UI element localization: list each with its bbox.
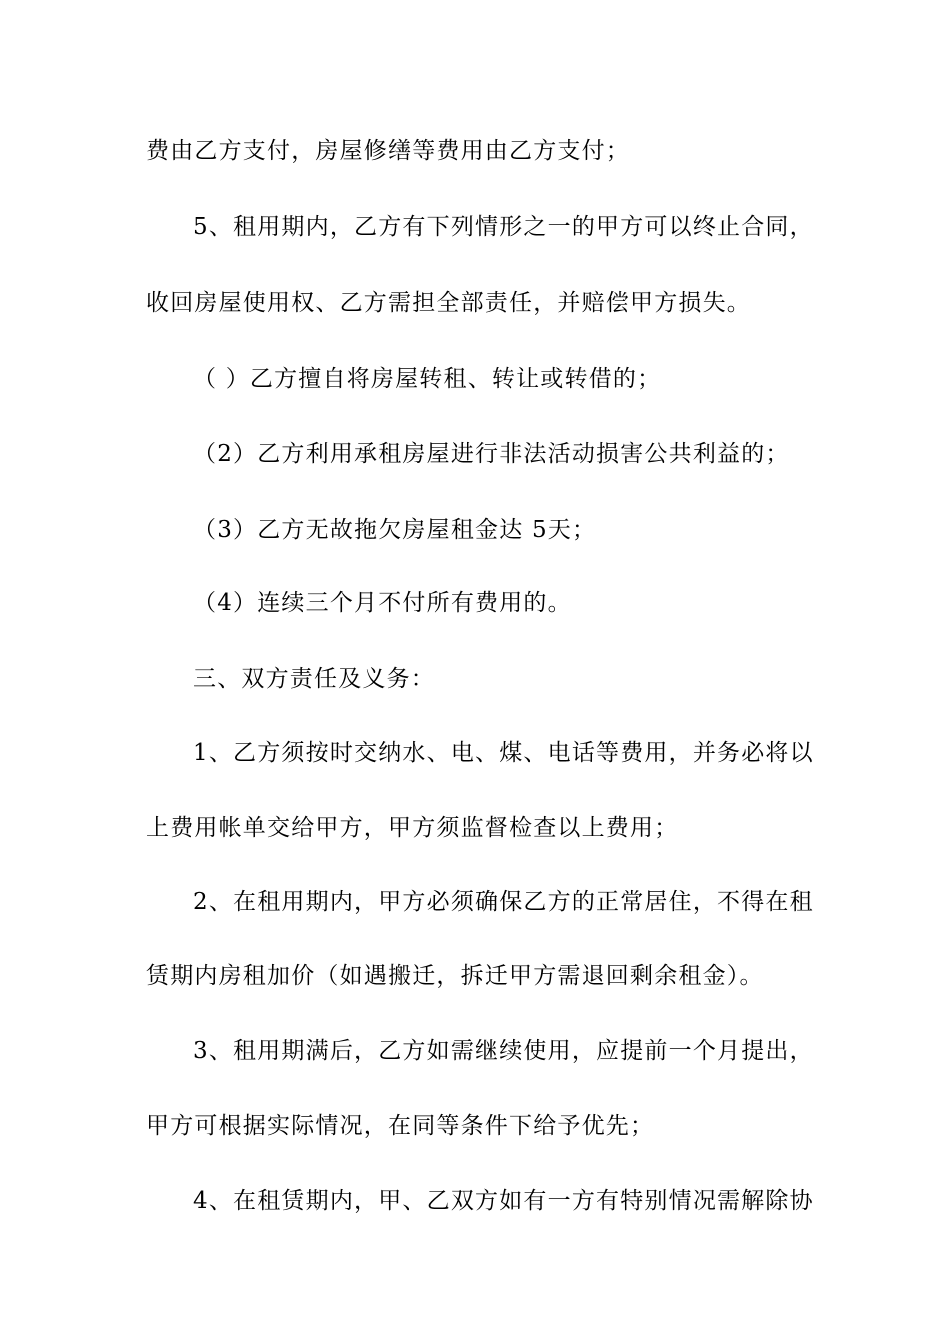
text-line-15: 4、在租赁期内，甲、乙双方如有一方有特别情况需解除协 — [193, 1188, 814, 1214]
text-line-14: 甲方可根据实际情况，在同等条件下给予优先； — [146, 1113, 655, 1139]
text-line-4: （ ）乙方擅自将房屋转租、转让或转借的； — [193, 366, 662, 392]
text-line-11: 2、在租用期内，甲方必须确保乙方的正常居住，不得在租 — [193, 889, 814, 915]
text-line-3: 收回房屋使用权、乙方需担全部责任，并赔偿甲方损失。 — [146, 290, 751, 316]
text-line-1: 费由乙方支付，房屋修缮等费用由乙方支付； — [146, 138, 630, 164]
text-line-5: （2）乙方利用承租房屋进行非法活动损害公共利益的； — [193, 441, 790, 467]
text-line-2: 5、租用期内，乙方有下列情形之一的甲方可以终止合同， — [193, 214, 814, 240]
text-line-10: 上费用帐单交给甲方，甲方须监督检查以上费用； — [146, 815, 679, 841]
text-line-9: 1、乙方须按时交纳水、电、煤、电话等费用，并务必将以 — [193, 740, 814, 766]
text-line-12: 赁期内房租加价（如遇搬迁，拆迁甲方需退回剩余租金）。 — [146, 963, 764, 989]
section-heading: 三、双方责任及义务： — [193, 666, 435, 692]
text-line-6: （3）乙方无故拖欠房屋租金达 5天； — [193, 517, 597, 543]
text-line-13: 3、租用期满后，乙方如需继续使用，应提前一个月提出， — [193, 1038, 814, 1064]
text-line-7: （4）连续三个月不付所有费用的。 — [193, 590, 572, 616]
